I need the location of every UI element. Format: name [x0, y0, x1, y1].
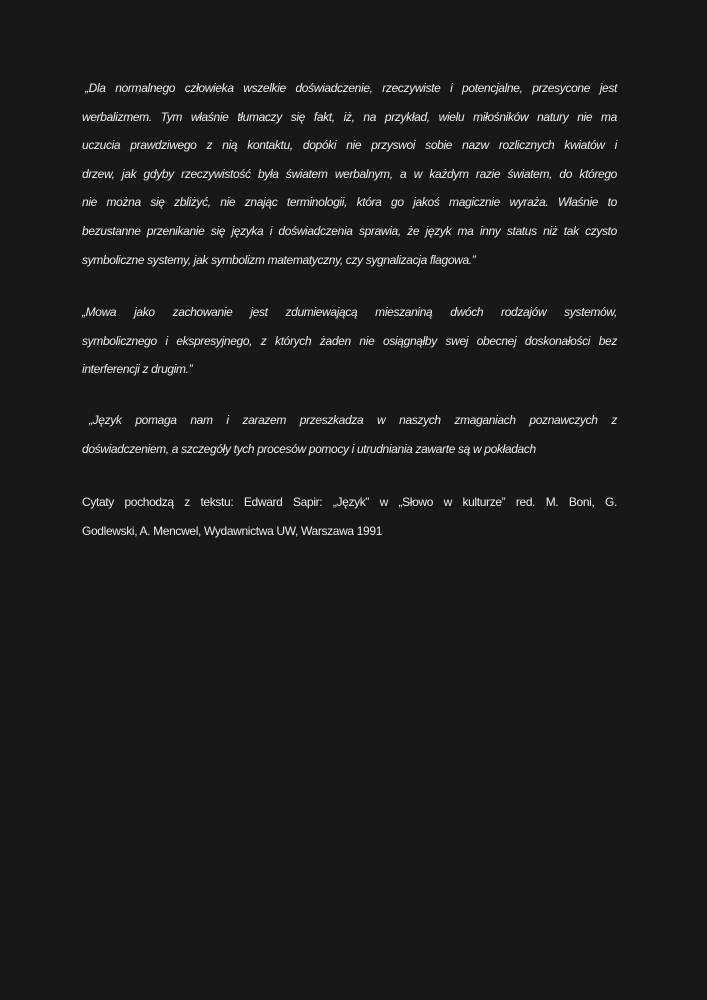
quote-line: interferencji z drugim.” — [82, 362, 193, 377]
quote-line: symboliczne systemy, jak symbolizm matematyczny, czy sygnalizacja flagowa.” — [82, 252, 476, 267]
quote-line: nie można się zbliżyć, nie znając terminologii, która go jakoś magicznie wyraża. Właśnie to — [82, 195, 617, 210]
quote-line: „Język pomaga nam i zarazem przeszkadza w naszych zmaganiach poznawczych z — [89, 413, 617, 427]
quote-line: „Dla normalnego człowieka wszelkie doświadczenie, rzeczywiste i potencjalne, przesycone jest — [85, 81, 617, 95]
quote-line: „Mowa jako zachowanie jest zdumiewającą mieszaniną dwóch rodzajów systemów, — [82, 305, 617, 319]
quote-line: uczucia prawdziwego z nią kontaktu, dopóki nie przyswoi sobie nazw rozlicznych kwiatów i — [82, 138, 617, 153]
quote-line: symbolicznego i ekspresyjnego, z których żaden nie osiągnąłby swej obecnej doskonałości bez — [82, 333, 617, 348]
quote-line: doświadczeniem, a szczegóły tych procesów pomocy i utrudniania zawarte są w pokładach — [82, 441, 536, 456]
quote-line: werbalizmem. Tym właśnie tłumaczy się fakt, iż, na przykład, wielu miłośników natury nie ma — [82, 109, 617, 124]
quote-2 — [82, 298, 617, 384]
quote-1 — [82, 74, 617, 274]
source-citation — [82, 488, 617, 545]
citation-line: Godlewski, A. Mencwel, Wydawnictwa UW, Warszawa 1991 — [82, 523, 383, 538]
citation-line: Cytaty pochodzą z tekstu: Edward Sapir: „Język” w „Słowo w kulturze” red. M. Boni, G. — [82, 495, 617, 509]
quote-line: drzew, jak gdyby rzeczywistość była światem werbalnym, a w każdym razie światem, do którego — [82, 166, 617, 181]
quote-3 — [82, 406, 617, 463]
quote-line: bezustanne przenikanie się języka i doświadczenia sprawia, że język ma inny status niż tak czysto — [82, 223, 617, 238]
